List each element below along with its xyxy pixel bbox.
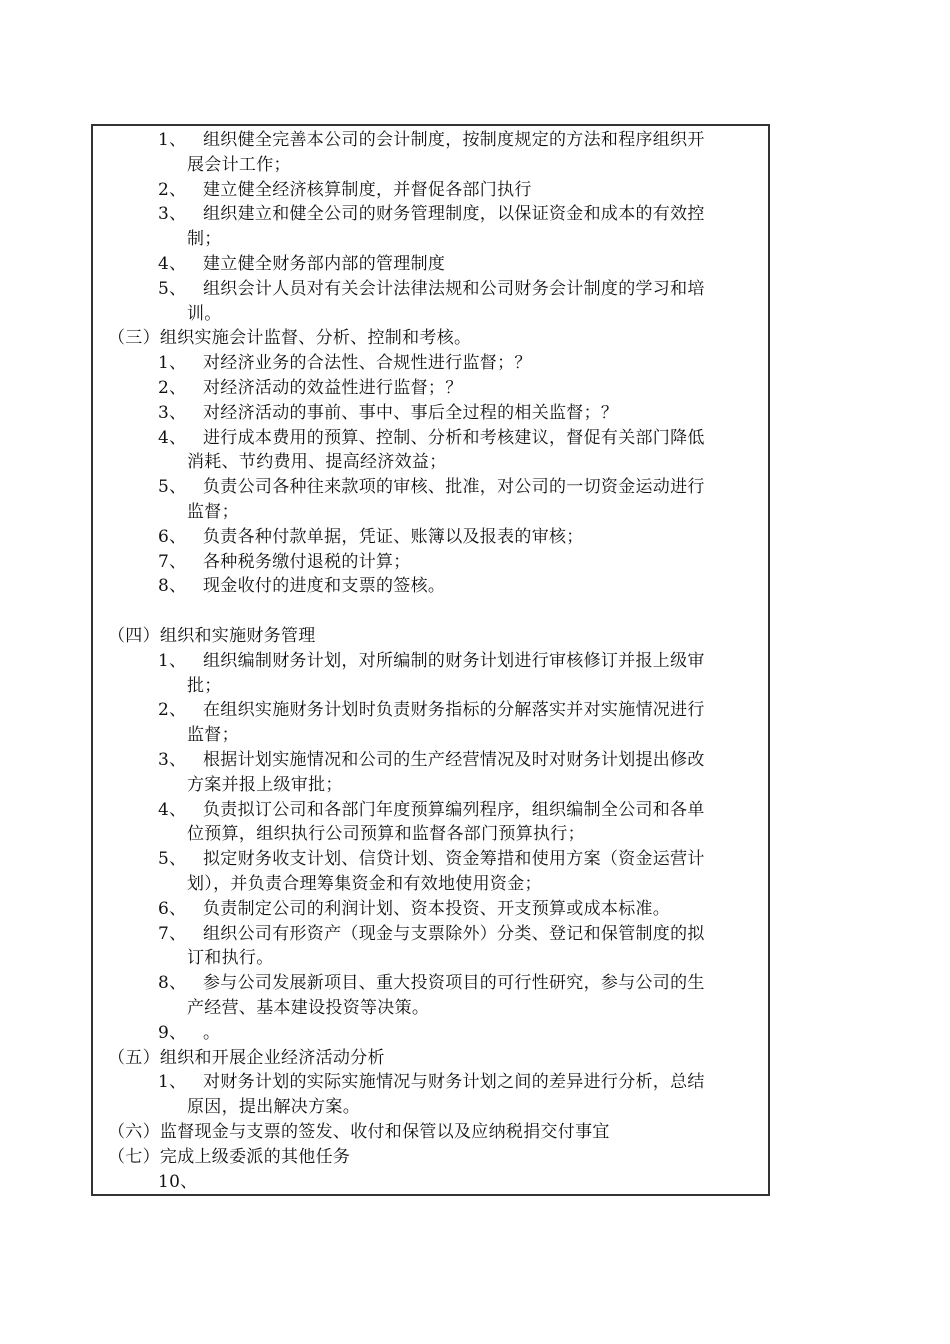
item-text: 建立健全财务部内部的管理制度 — [203, 254, 446, 274]
item-text: 组织编制财务计划，对所编制的财务计划进行审核修订并报上级审 — [203, 650, 705, 671]
item-continuation: 消耗、节约费用、提高经济效益； — [187, 452, 447, 473]
item-continuation: 订和执行。 — [187, 948, 274, 969]
item-number: 4、 — [158, 799, 187, 820]
item-text: 负责制定公司的利润计划、资本投资、开支预算或成本标准。 — [203, 898, 671, 919]
item-text: 负责拟订公司和各部门年度预算编列程序，组织编制全公司和各单 — [203, 799, 705, 820]
item-text: 对经济业务的合法性、合规性进行监督；？ — [203, 353, 532, 374]
item-number: 1、 — [158, 1072, 187, 1093]
section-heading: （三）组织实施会计监督、分析、控制和考核。 — [108, 328, 472, 349]
section-heading: （五）组织和开展企业经济活动分析 — [108, 1047, 385, 1068]
item-number: 9、 — [158, 1022, 187, 1043]
item-number: 2、 — [158, 378, 187, 398]
item-continuation: 训。 — [187, 303, 222, 324]
item-number: 3、 — [158, 204, 187, 225]
item-number: 2、 — [158, 700, 187, 721]
item-number: 6、 — [158, 526, 187, 547]
item-number: 7、 — [158, 551, 187, 572]
item-continuation: 原因，提出解决方案。 — [187, 1097, 360, 1118]
item-text: 根据计划实施情况和公司的生产经营情况及时对财务计划提出修改 — [203, 750, 705, 770]
item-number: 7、 — [158, 923, 187, 944]
item-number: 4、 — [158, 254, 187, 274]
item-number: 6、 — [158, 898, 187, 919]
item-number: 2、 — [158, 179, 187, 200]
item-text: 负责各种付款单据，凭证、账簿以及报表的审核； — [203, 526, 584, 547]
item-continuation: 位预算，组织执行公司预算和监督各部门预算执行； — [187, 824, 585, 845]
item-number: 5、 — [158, 278, 187, 299]
item-number: 8、 — [158, 973, 187, 994]
item-number: 1、 — [158, 130, 187, 150]
item-number: 3、 — [158, 402, 187, 423]
item-text: 各种税务缴付退税的计算； — [203, 551, 411, 572]
item-continuation: 制； — [187, 229, 222, 250]
item-text: 拟定财务收支计划、信贷计划、资金筹措和使用方案（资金运营计 — [203, 849, 705, 870]
item-continuation: 划），并负责合理筹集资金和有效地使用资金； — [187, 874, 542, 894]
item-number: 3、 — [158, 750, 187, 770]
item-continuation: 监督； — [187, 502, 239, 522]
item-text: 组织建立和健全公司的财务管理制度，以保证资金和成本的有效控 — [203, 204, 705, 225]
item-continuation: 监督； — [187, 725, 239, 746]
item-number: 1、 — [158, 650, 187, 671]
item-continuation: 展会计工作； — [187, 154, 291, 175]
item-number: 5、 — [158, 477, 187, 498]
item-text: 现金收付的进度和支票的签核。 — [203, 576, 446, 597]
item-text: 组织会计人员对有关会计法律法规和公司财务会计制度的学习和培 — [203, 278, 705, 299]
item-continuation: 产经营、基本建设投资等决策。 — [187, 998, 430, 1018]
item-text: 参与公司发展新项目、重大投资项目的可行性研究，参与公司的生 — [203, 973, 705, 994]
item-text: 建立健全经济核算制度，并督促各部门执行 — [203, 179, 532, 200]
section-heading: （四）组织和实施财务管理 — [108, 626, 316, 646]
item-text: 对财务计划的实际实施情况与财务计划之间的差异进行分析，总结 — [203, 1072, 705, 1093]
section-heading: （七）完成上级委派的其他任务 — [108, 1146, 351, 1167]
item-continuation: 方案并报上级审批； — [187, 774, 343, 795]
item-number: 1、 — [158, 353, 187, 374]
section-heading: （六）监督现金与支票的签发、收付和保管以及应纳税捐交付事宜 — [108, 1122, 610, 1142]
item-text: 负责公司各种往来款项的审核、批准，对公司的一切资金运动进行 — [203, 477, 705, 498]
item-continuation: 批； — [187, 675, 222, 696]
item-text: 组织健全完善本公司的会计制度，按制度规定的方法和程序组织开 — [203, 130, 705, 150]
item-text: 组织公司有形资产（现金与支票除外）分类、登记和保管制度的拟 — [203, 923, 705, 944]
item-number: 8、 — [158, 576, 187, 597]
item-number: 5、 — [158, 849, 187, 870]
item-text: 在组织实施财务计划时负责财务指标的分解落实并对实施情况进行 — [203, 700, 705, 721]
item-number: 10、 — [158, 1171, 198, 1192]
item-number: 4、 — [158, 427, 187, 448]
item-text: 对经济活动的事前、事中、事后全过程的相关监督；？ — [203, 402, 619, 423]
item-text: 。 — [203, 1022, 221, 1043]
item-text: 进行成本费用的预算、控制、分析和考核建议，督促有关部门降低 — [203, 427, 705, 448]
item-text: 对经济活动的效益性进行监督；？ — [203, 378, 463, 398]
